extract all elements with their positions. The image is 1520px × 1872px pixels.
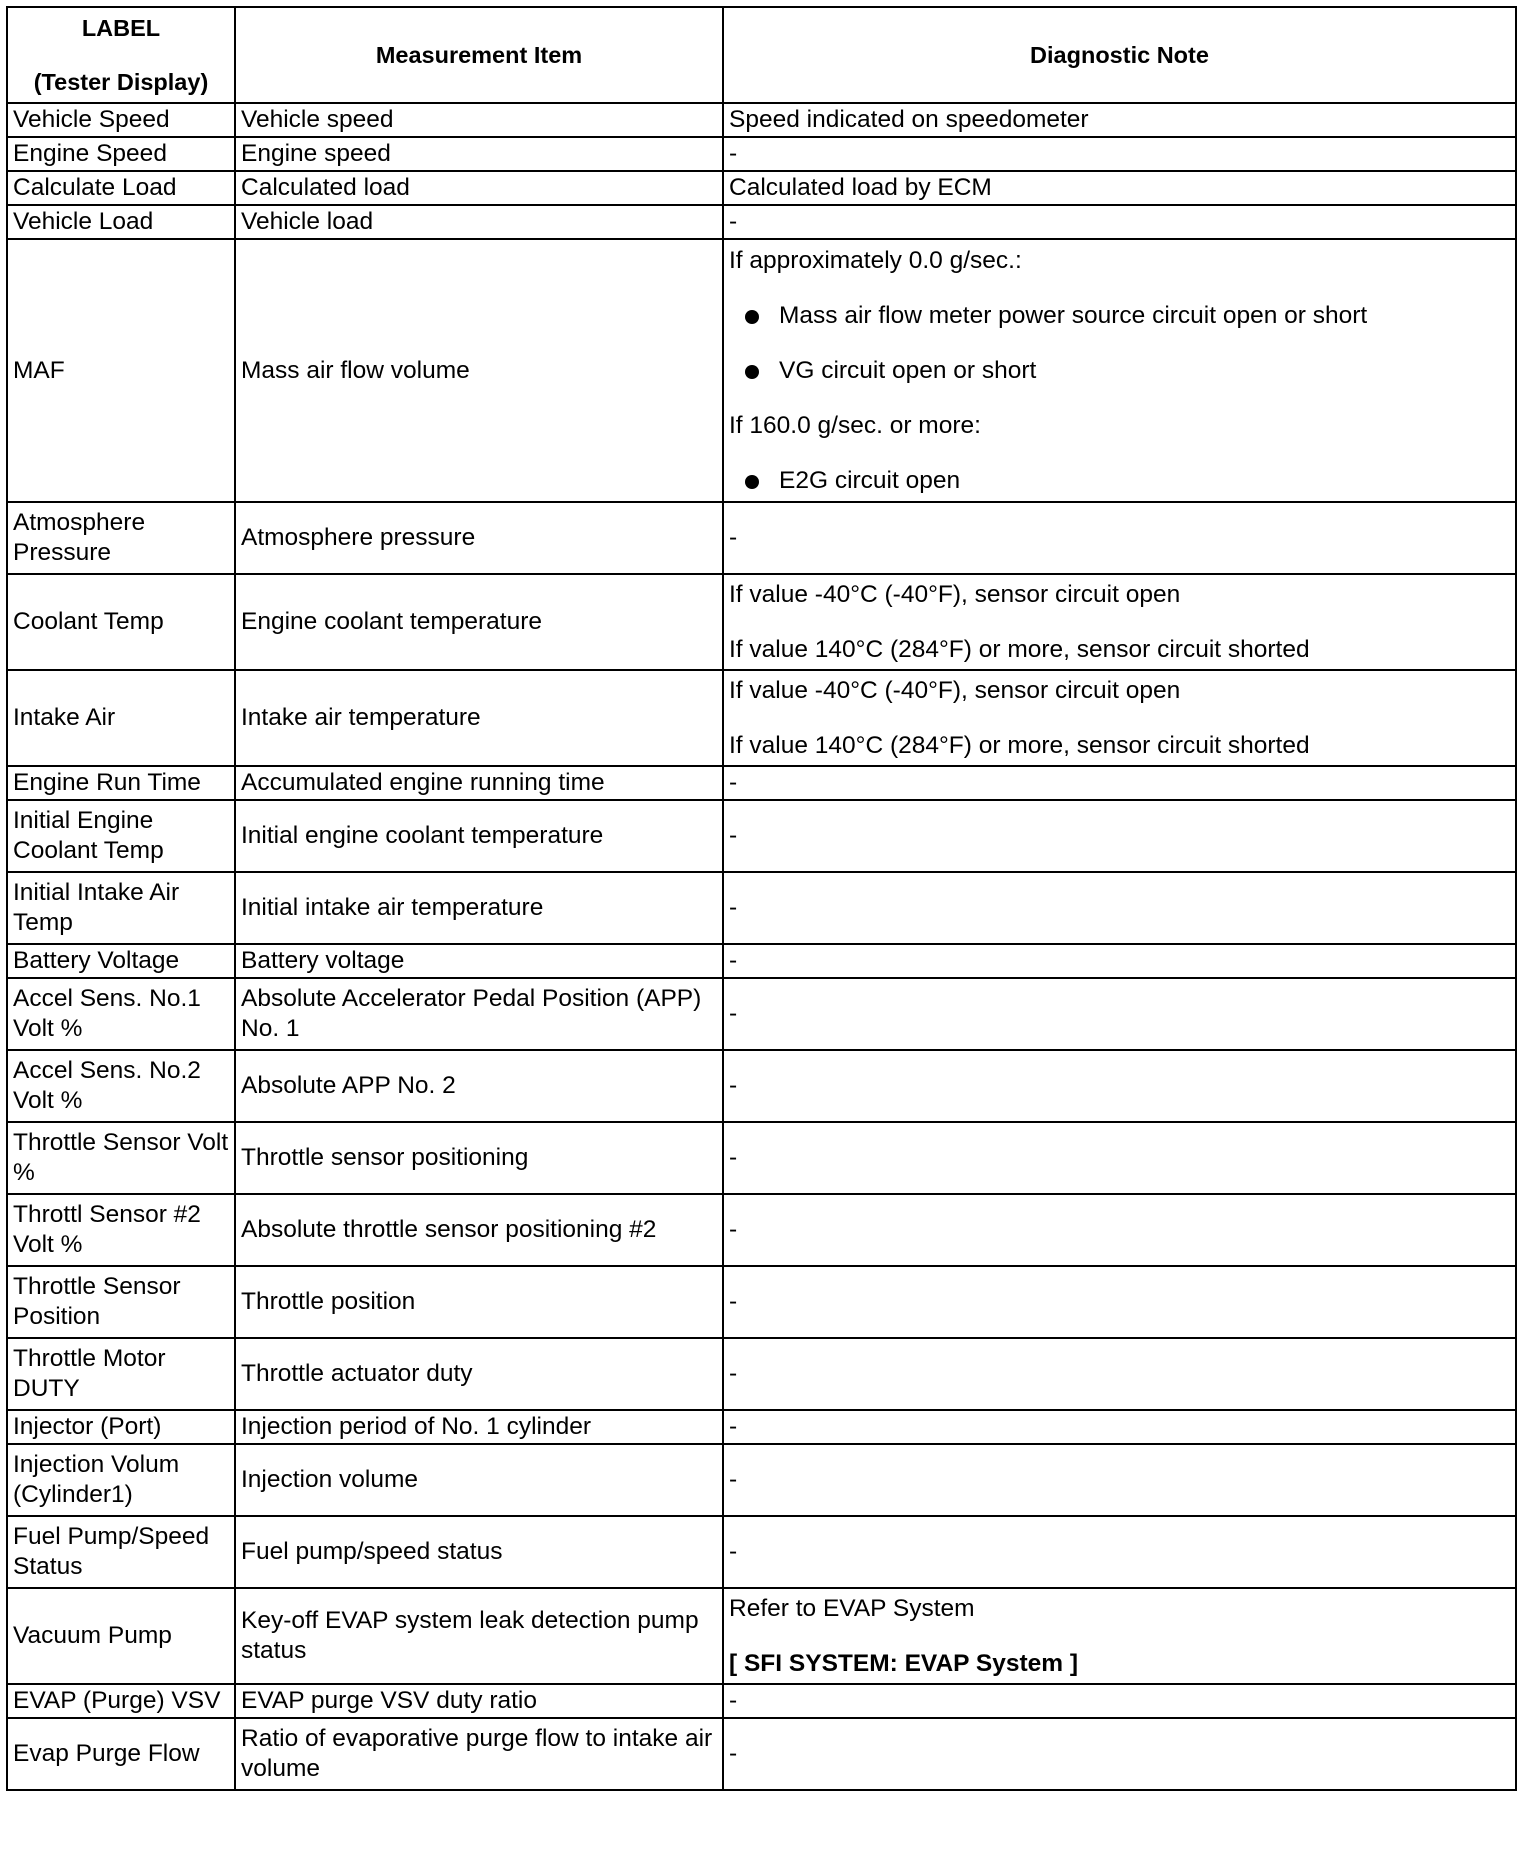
table-row xyxy=(7,800,1516,872)
cell-label: Fuel Pump/Speed Status xyxy=(7,1516,235,1588)
cell-diagnostic-note xyxy=(723,978,1516,1050)
header-label xyxy=(7,7,235,103)
note-line: If value 140°C (284°F) or more, sensor circuit shorted xyxy=(729,731,1310,759)
cell-label: Accel Sens. No.1 Volt % xyxy=(7,978,235,1050)
cell-label: MAF xyxy=(7,239,235,502)
cell-measurement-item: Ratio of evaporative purge flow to intake air volume xyxy=(235,1718,723,1790)
note-line: - xyxy=(729,1144,738,1171)
cell-diagnostic-note xyxy=(723,1444,1516,1516)
cell-diagnostic-note xyxy=(723,574,1516,670)
cell-label: Vehicle Load xyxy=(7,205,235,239)
header-measurement: Measurement Item xyxy=(235,7,723,103)
table-row xyxy=(7,1122,1516,1194)
cell-label: Vehicle Speed xyxy=(7,103,235,137)
note-line: - xyxy=(729,140,738,167)
cell-measurement-item: Initial engine coolant temperature xyxy=(235,800,723,872)
table-row xyxy=(7,171,1516,205)
cell-measurement-item: Throttle position xyxy=(235,1266,723,1338)
cell-label: Throttle Sensor Position xyxy=(7,1266,235,1338)
cell-label: Coolant Temp xyxy=(7,574,235,670)
cell-measurement-item: Fuel pump/speed status xyxy=(235,1516,723,1588)
note-line: - xyxy=(729,822,738,849)
cell-label: EVAP (Purge) VSV xyxy=(7,1684,235,1718)
cell-measurement-item: Battery voltage xyxy=(235,944,723,978)
cell-diagnostic-note xyxy=(723,171,1516,205)
note-line: - xyxy=(729,1216,738,1243)
note-line: Refer to EVAP System xyxy=(729,1594,975,1622)
table-header-row xyxy=(7,7,1516,103)
header-note: Diagnostic Note xyxy=(723,7,1516,103)
cell-measurement-item: Vehicle speed xyxy=(235,103,723,137)
note-line: If 160.0 g/sec. or more: xyxy=(729,411,981,439)
table-body xyxy=(7,103,1516,1790)
note-line: - xyxy=(729,1687,738,1714)
cell-label: Throttle Motor DUTY xyxy=(7,1338,235,1410)
table-row xyxy=(7,944,1516,978)
table-row xyxy=(7,978,1516,1050)
cell-measurement-item: Engine coolant temperature xyxy=(235,574,723,670)
cell-measurement-item: Injection period of No. 1 cylinder xyxy=(235,1410,723,1444)
cell-diagnostic-note xyxy=(723,1266,1516,1338)
cell-label: Calculate Load xyxy=(7,171,235,205)
table-row xyxy=(7,1444,1516,1516)
data-list-table-wrapper xyxy=(6,6,1517,1791)
table-row xyxy=(7,137,1516,171)
cell-label: Injection Volum (Cylinder1) xyxy=(7,1444,235,1516)
table-row xyxy=(7,103,1516,137)
note-bullet-item: Mass air flow meter power source circuit open or short xyxy=(729,301,1515,331)
table-row xyxy=(7,205,1516,239)
note-line: - xyxy=(729,1000,738,1027)
table-row xyxy=(7,502,1516,574)
cell-diagnostic-note xyxy=(723,800,1516,872)
table-row xyxy=(7,1194,1516,1266)
note-line: - xyxy=(729,1360,738,1387)
cell-measurement-item: Throttle actuator duty xyxy=(235,1338,723,1410)
note-line: Calculated load by ECM xyxy=(729,174,992,201)
table-row xyxy=(7,1410,1516,1444)
cell-label: Initial Engine Coolant Temp xyxy=(7,800,235,872)
cell-diagnostic-note xyxy=(723,1194,1516,1266)
note-line: - xyxy=(729,1538,738,1565)
cell-label: Vacuum Pump xyxy=(7,1588,235,1684)
cell-measurement-item: Calculated load xyxy=(235,171,723,205)
cell-label: Engine Run Time xyxy=(7,766,235,800)
cell-diagnostic-note xyxy=(723,1122,1516,1194)
cell-measurement-item: Intake air temperature xyxy=(235,670,723,766)
cell-diagnostic-note xyxy=(723,137,1516,171)
cell-measurement-item: Injection volume xyxy=(235,1444,723,1516)
cell-measurement-item: Mass air flow volume xyxy=(235,239,723,502)
cell-label: Intake Air xyxy=(7,670,235,766)
note-line: - xyxy=(729,1413,738,1440)
note-line: - xyxy=(729,208,738,235)
table-row xyxy=(7,239,1516,502)
cell-measurement-item: Initial intake air temperature xyxy=(235,872,723,944)
table-row xyxy=(7,1718,1516,1790)
data-list-table xyxy=(6,6,1517,1791)
cell-label: Initial Intake Air Temp xyxy=(7,872,235,944)
note-line: If value -40°C (-40°F), sensor circuit open xyxy=(729,580,1181,608)
cell-label: Battery Voltage xyxy=(7,944,235,978)
cell-label: Accel Sens. No.2 Volt % xyxy=(7,1050,235,1122)
table-row xyxy=(7,872,1516,944)
note-line: Speed indicated on speedometer xyxy=(729,106,1089,133)
cell-measurement-item: Accumulated engine running time xyxy=(235,766,723,800)
note-line: - xyxy=(729,1288,738,1315)
cell-diagnostic-note xyxy=(723,1050,1516,1122)
cell-diagnostic-note xyxy=(723,766,1516,800)
note-line: - xyxy=(729,769,738,796)
table-row xyxy=(7,1588,1516,1684)
table-row xyxy=(7,766,1516,800)
table-row xyxy=(7,574,1516,670)
cell-measurement-item: Throttle sensor positioning xyxy=(235,1122,723,1194)
header-label-line1: LABEL xyxy=(81,15,161,41)
cell-label: Throttl Sensor #2 Volt % xyxy=(7,1194,235,1266)
cell-diagnostic-note xyxy=(723,670,1516,766)
cell-diagnostic-note xyxy=(723,1588,1516,1684)
cell-measurement-item: Absolute throttle sensor positioning #2 xyxy=(235,1194,723,1266)
cell-label: Throttle Sensor Volt % xyxy=(7,1122,235,1194)
cell-diagnostic-note xyxy=(723,872,1516,944)
cell-measurement-item: EVAP purge VSV duty ratio xyxy=(235,1684,723,1718)
note-line: If value 140°C (284°F) or more, sensor circuit shorted xyxy=(729,635,1310,663)
cell-label: Injector (Port) xyxy=(7,1410,235,1444)
note-line: - xyxy=(729,894,738,921)
cell-diagnostic-note xyxy=(723,1410,1516,1444)
table-row xyxy=(7,1050,1516,1122)
cell-diagnostic-note xyxy=(723,944,1516,978)
cell-diagnostic-note xyxy=(723,502,1516,574)
note-line: If approximately 0.0 g/sec.: xyxy=(729,246,1022,274)
table-row xyxy=(7,1516,1516,1588)
cell-label: Atmosphere Pressure xyxy=(7,502,235,574)
note-bullet-item: E2G circuit open xyxy=(729,466,1515,496)
cell-label: Engine Speed xyxy=(7,137,235,171)
note-line: - xyxy=(729,947,738,974)
table-row xyxy=(7,1684,1516,1718)
cell-measurement-item: Vehicle load xyxy=(235,205,723,239)
cell-measurement-item: Atmosphere pressure xyxy=(235,502,723,574)
cell-measurement-item: Absolute APP No. 2 xyxy=(235,1050,723,1122)
cell-diagnostic-note xyxy=(723,1338,1516,1410)
note-line: - xyxy=(729,1072,738,1099)
note-line: If value -40°C (-40°F), sensor circuit open xyxy=(729,676,1181,704)
cell-measurement-item: Key-off EVAP system leak detection pump status xyxy=(235,1588,723,1684)
cell-diagnostic-note xyxy=(723,103,1516,137)
cell-diagnostic-note xyxy=(723,205,1516,239)
cell-diagnostic-note xyxy=(723,1718,1516,1790)
cell-diagnostic-note xyxy=(723,239,1516,502)
table-row xyxy=(7,670,1516,766)
table-row xyxy=(7,1338,1516,1410)
cell-measurement-item: Engine speed xyxy=(235,137,723,171)
header-label-line2: (Tester Display) xyxy=(33,69,209,95)
note-line: - xyxy=(729,524,738,551)
note-line: [ SFI SYSTEM: EVAP System ] xyxy=(729,1649,1078,1677)
cell-label: Evap Purge Flow xyxy=(7,1718,235,1790)
cell-diagnostic-note xyxy=(723,1516,1516,1588)
note-line: - xyxy=(729,1740,738,1767)
note-bullet-item: VG circuit open or short xyxy=(729,356,1515,386)
cell-measurement-item: Absolute Accelerator Pedal Position (APP) No. 1 xyxy=(235,978,723,1050)
table-row xyxy=(7,1266,1516,1338)
note-line: - xyxy=(729,1466,738,1493)
cell-diagnostic-note xyxy=(723,1684,1516,1718)
